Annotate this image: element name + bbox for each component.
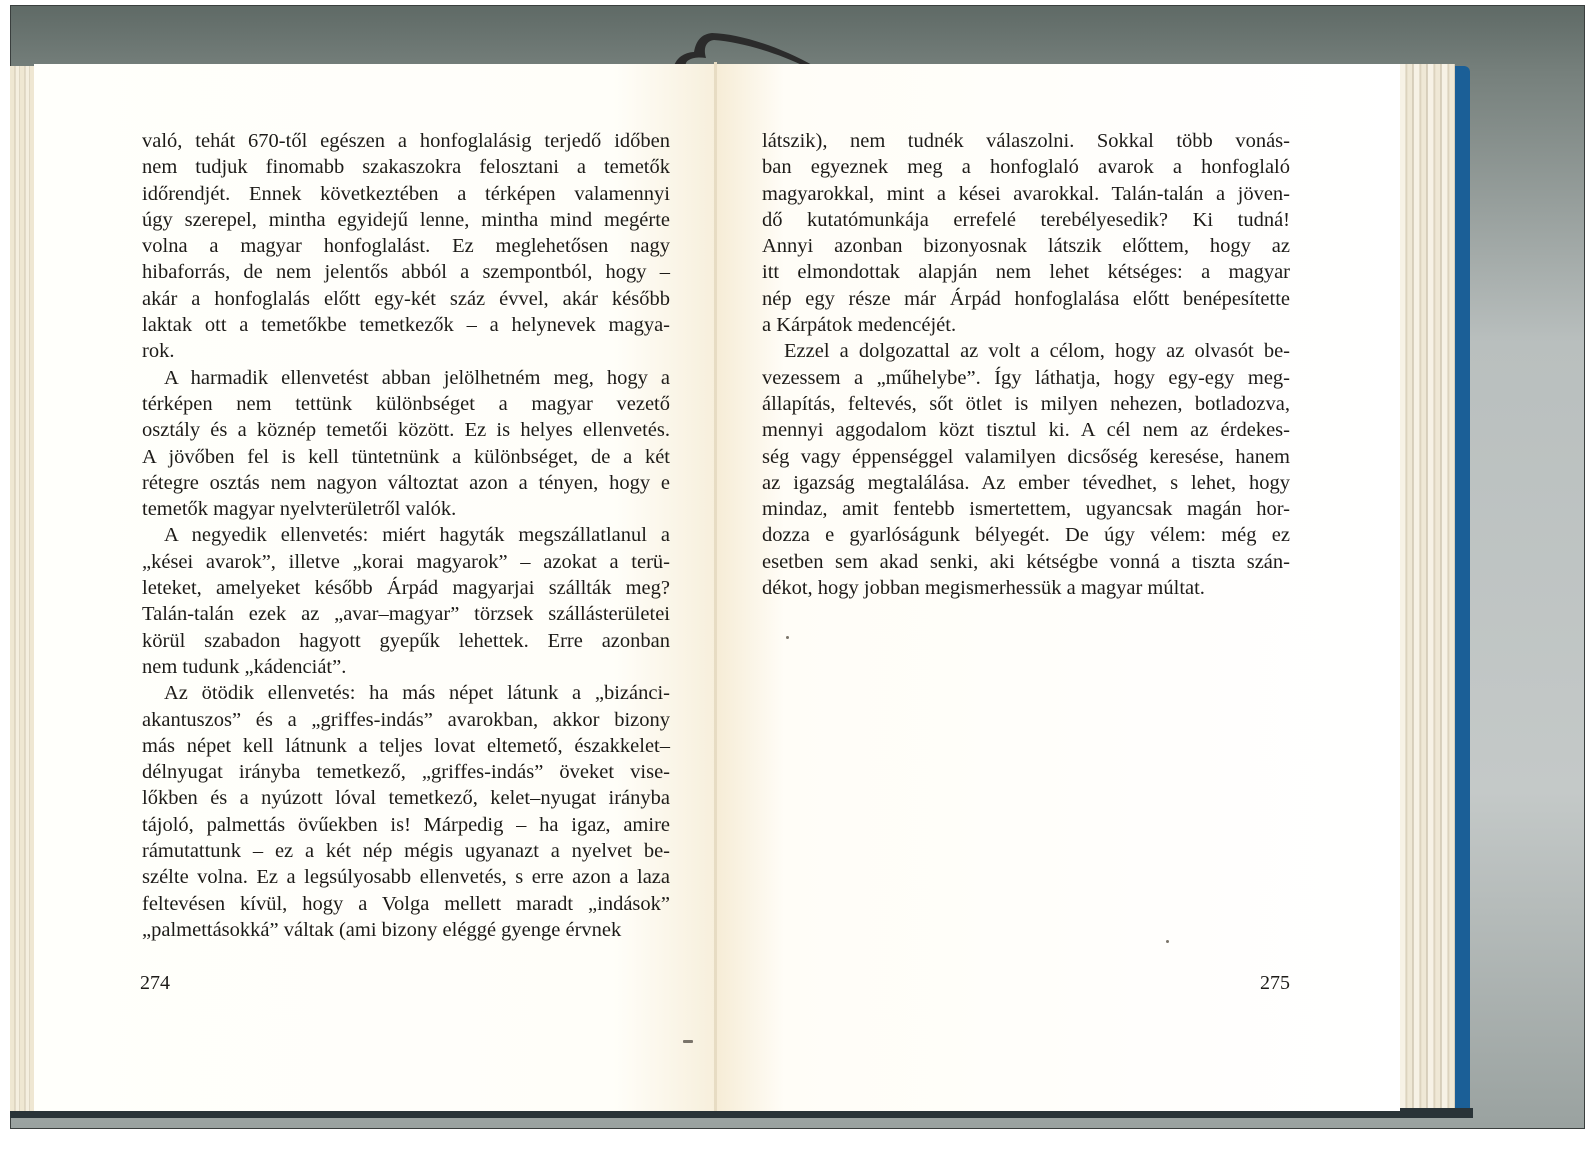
text-line: nép egy része már Árpád honfoglalása előtt benépesítette: [762, 287, 1290, 310]
text-line: rétegre osztás nem nagyon változtat azon a tényen, hogy e: [142, 471, 670, 494]
paragraph: [762, 128, 1290, 338]
paragraph: [762, 338, 1290, 601]
text-line: „palmettásokká” váltak (ami bizony eléggé gyenge érvnek: [142, 918, 622, 941]
text-line: szélte volna. Ez a legsúlyosabb ellenvetés, s erre azon a laza: [142, 866, 670, 889]
text-line: való, tehát 670-től egészen a honfoglalásig terjedő időben: [142, 130, 670, 152]
text-line: esetben sem akad senki, aki kétségbe vonná a tiszta szán-: [762, 550, 1290, 573]
text-line: úgy szerepel, mintha egyidejű lenne, mintha mind megérte: [142, 208, 670, 231]
text-line: időrendjét. Ennek következtében a térképen valamennyi: [142, 182, 670, 205]
text-line: leteket, amelyeket később Árpád magyarjai szállták meg?: [142, 577, 670, 600]
paragraph: [142, 522, 670, 680]
text-line: A harmadik ellenvetést abban jelölhetném meg, hogy a: [164, 366, 670, 389]
text-line: A jövőben fel is kell tüntetnünk a különbséget, de a két: [142, 445, 670, 468]
text-line: a Kárpátok medencéjét.: [762, 314, 957, 337]
text-line: feltevésen kívül, hogy a Volga mellett maradt „indások”: [142, 892, 670, 915]
page-number-right: 275: [1260, 972, 1290, 994]
text-line: rok.: [142, 340, 175, 363]
scan-speck: [683, 1040, 693, 1043]
text-line: ség vagy éppenséggel valamilyen dicsőség keresése, hanem: [762, 445, 1290, 468]
text-line: temetők magyar nyelvterületről valók.: [142, 498, 457, 521]
text-line: lőkben és a nyúzott lóval temetkező, kelet–nyugat irányba: [142, 787, 670, 810]
right-page-text: [762, 128, 1290, 601]
text-line: akantuszos” és a „griffes-indás” avarokban, akkor bizony: [142, 708, 670, 731]
text-line: Az ötödik ellenvetés: ha más népet látunk a „bizánci-: [164, 682, 670, 705]
text-line: rámutattunk – ez a két nép mégis ugyanazt a nyelvet be-: [142, 840, 670, 863]
text-line: mindaz, amit fentebb ismertettem, ugyancsak magán hor-: [762, 498, 1290, 521]
text-line: délnyugat irányba temetkező, „griffes-indás” öveket vise-: [142, 761, 670, 784]
text-line: nem tudunk „kádenciát”.: [142, 655, 347, 678]
text-line: akár a honfoglalás előtt egy-két száz évvel, akár később: [142, 287, 670, 310]
text-line: itt elmondottak alapján nem lehet kétséges: a magyar: [762, 261, 1290, 284]
paragraph: [142, 365, 670, 523]
paragraph: [142, 128, 670, 365]
text-line: hibaforrás, de nem jelentős abból a szempontból, hogy –: [142, 261, 670, 284]
text-line: magyarokkal, mint a kései avarokkal. Talán-talán a jöven-: [762, 182, 1290, 205]
text-line: nem tudjuk finomabb szakaszokra felosztani a temetők: [142, 156, 670, 179]
text-line: térképen nem tettünk különbséget a magyar vezető: [142, 392, 670, 415]
paragraph: [142, 680, 670, 943]
text-line: Talán-talán ezek az „avar–magyar” törzsek szállásterületei: [142, 603, 670, 626]
text-line: laktak ott a temetőkbe temetkezők – a helynevek magya-: [142, 314, 670, 337]
text-line: dékot, hogy jobban megismerhessük a magyar múltat.: [762, 577, 1205, 600]
scan-speck: [786, 636, 789, 639]
text-line: állapítás, feltevés, sőt ötlet is milyen nehezen, botladozva,: [762, 392, 1290, 415]
text-line: A negyedik ellenvetés: miért hagyták megszállatlanul a: [164, 524, 670, 547]
text-line: látszik), nem tudnék válaszolni. Sokkal több vonás-: [762, 130, 1290, 152]
text-line: dozza e gyarlóságunk bélyegét. De úgy vélem: még ez: [762, 524, 1290, 547]
text-line: volna a magyar honfoglalást. Ez meglehetősen nagy: [142, 235, 670, 258]
text-line: körül szabadon hagyott gyepűk lehettek. Erre azonban: [142, 629, 670, 652]
right-page-edges: [1400, 64, 1455, 1108]
text-line: ban egyeznek meg a honfoglaló avarok a honfoglaló: [762, 156, 1290, 179]
book-gutter: [714, 62, 717, 1111]
text-line: „kései avarok”, illetve „korai magyarok” – azokat a terü-: [142, 550, 670, 573]
text-line: dő kutatómunkája errefelé terebélyesedik? Ki tudná!: [762, 208, 1290, 231]
text-line: Annyi azonban bizonyosnak látszik előttem, hogy az: [762, 235, 1290, 258]
ribbon-bookmark: [672, 30, 817, 66]
left-page-edges: [10, 66, 34, 1111]
left-page-text: [142, 128, 670, 943]
text-line: más népet kell látnunk a teljes lovat eltemető, északkelet–: [142, 734, 670, 757]
text-line: tájoló, palmettás övűekben is! Márpedig – ha igaz, amire: [142, 813, 670, 836]
text-line: az igazság megtalálása. Az ember tévedhet, s lehet, hogy: [762, 471, 1290, 494]
scan-speck: [1166, 940, 1169, 943]
page-number-left: 274: [140, 972, 170, 994]
text-line: Ezzel a dolgozattal az volt a célom, hogy az olvasót be-: [784, 340, 1290, 363]
text-line: mennyi aggodalom közt tisztul ki. A cél nem az érdekes-: [762, 419, 1290, 442]
text-line: osztály és a köznép temetői között. Ez is helyes ellenvetés.: [142, 419, 670, 442]
text-line: vezessem a „műhelybe”. Így láthatja, hogy egy-egy meg-: [762, 366, 1290, 389]
